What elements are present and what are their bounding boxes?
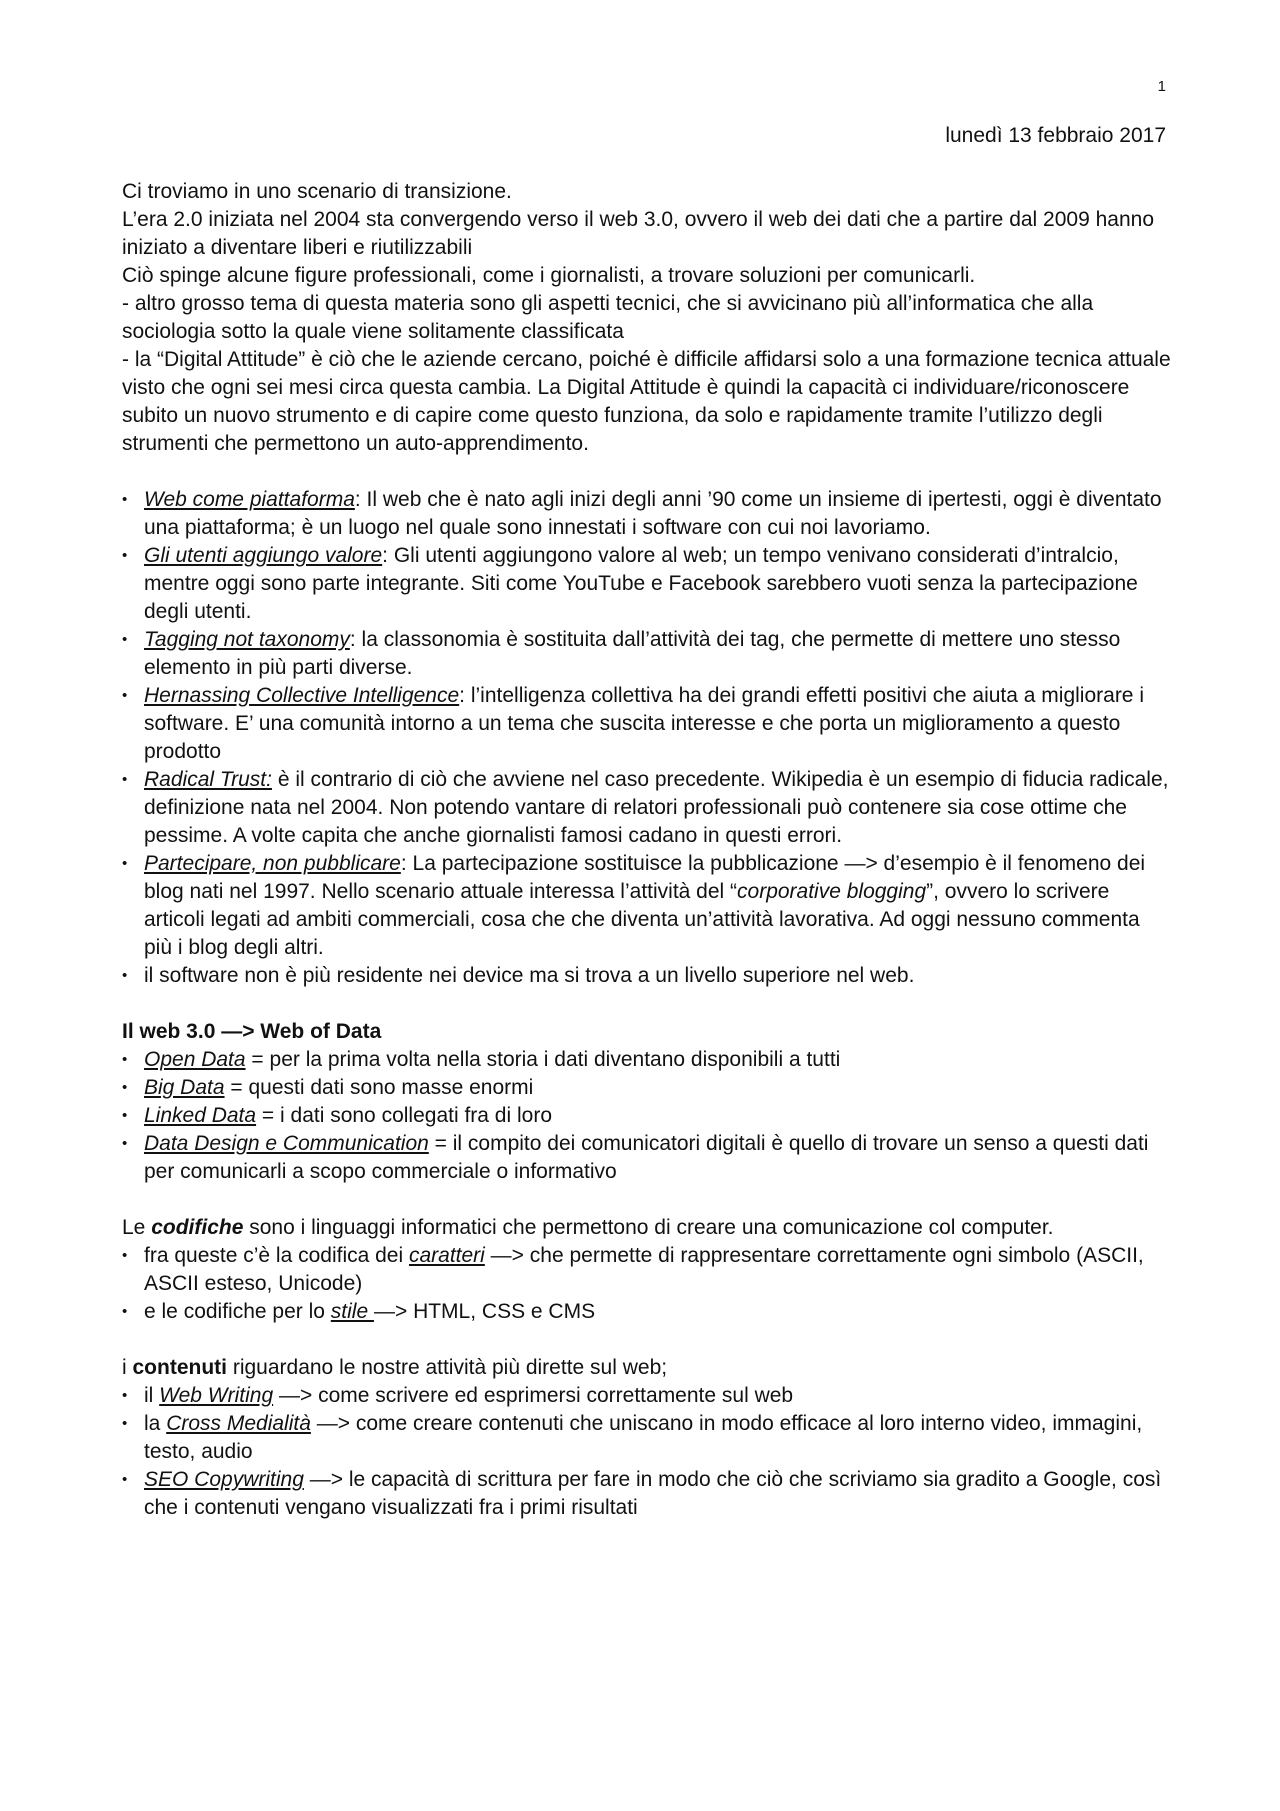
intro-text: i bbox=[122, 1356, 133, 1379]
list-item bbox=[122, 766, 1172, 850]
term-link: Tagging not taxonomy bbox=[144, 628, 350, 651]
intro-section bbox=[122, 178, 1172, 458]
item-text: il software non è più residente nei device ma si trova a un livello superiore nel web. bbox=[144, 964, 915, 987]
item-text: e le codifiche per lo bbox=[144, 1300, 331, 1323]
list-item bbox=[122, 1074, 1172, 1102]
list-item bbox=[122, 486, 1172, 542]
term-link: Gli utenti aggiungo valore bbox=[144, 544, 383, 567]
page-number: 1 bbox=[1157, 78, 1166, 95]
contenuti-section bbox=[122, 1354, 1172, 1522]
web20-list bbox=[122, 486, 1172, 990]
list-item bbox=[122, 626, 1172, 682]
list-item bbox=[122, 1046, 1172, 1074]
term-link: Open Data bbox=[144, 1048, 246, 1071]
item-text: : l’intelligenza collettiva ha dei grandi effetti positivi che aiuta a migliorare i software. E’ una comunità intorno a un tema che suscita interesse e che porta un miglioramento a questo prodotto bbox=[144, 684, 1144, 763]
item-text: : Gli utenti aggiungono valore al web; un tempo venivano considerati d’intralcio, mentre oggi sono parte integrante. Siti come YouTube e Facebook sarebbero vuoti senza la partecipazione degli utenti. bbox=[144, 544, 1138, 623]
term-link: Big Data bbox=[144, 1076, 225, 1099]
term-link: Web come piattaforma bbox=[144, 488, 355, 511]
document-body bbox=[122, 178, 1172, 1522]
term-link: SEO Copywriting bbox=[144, 1468, 304, 1491]
item-text: —> come creare contenuti che uniscano in modo efficace al loro interno video, immagini, testo, audio bbox=[144, 1412, 1143, 1463]
item-text: —> come scrivere ed esprimersi correttamente sul web bbox=[273, 1384, 794, 1407]
intro-text: riguardano le nostre attività più dirette sul web; bbox=[227, 1356, 668, 1379]
item-text: : La partecipazione sostituisce la pubblicazione —> d’esempio è il fenomeno dei blog nati nel 1997. Nello scenario attuale interessa l’attività del “ bbox=[144, 852, 1146, 903]
list-item bbox=[122, 1410, 1172, 1466]
term-link: Partecipare, non pubblicare bbox=[144, 852, 401, 875]
list-item bbox=[122, 1130, 1172, 1186]
list-item bbox=[122, 682, 1172, 766]
list-item bbox=[122, 1298, 1172, 1326]
term-link: Hernassing Collective Intelligence bbox=[144, 684, 460, 707]
term-link: caratteri bbox=[408, 1244, 485, 1267]
term-link: Linked Data bbox=[144, 1104, 257, 1127]
term-link: Web Writing bbox=[159, 1384, 274, 1407]
document-date: lunedì 13 febbraio 2017 bbox=[945, 124, 1166, 147]
web30-list bbox=[122, 1046, 1172, 1186]
web30-section bbox=[122, 1018, 1172, 1186]
intro-paragraph: - altro grosso tema di questa materia sono gli aspetti tecnici, che si avvicinano più all’informatica che alla sociologia sotto la quale viene solitamente classificata bbox=[122, 292, 1094, 343]
term-link: Radical Trust: bbox=[144, 768, 272, 791]
item-text: ”, ovvero lo scrivere articoli legati ad ambiti commerciali, cosa che che diventa un’attività lavorativa. Ad oggi nessuno commenta più i blog degli altri. bbox=[144, 880, 1140, 959]
intro-paragraph: Ci troviamo in uno scenario di transizione. bbox=[122, 180, 512, 203]
contenuti-list bbox=[122, 1382, 1172, 1522]
item-text: : Il web che è nato agli inizi degli anni ’90 come un insieme di ipertesti, oggi è diventato una piattaforma; è un luogo nel quale sono innestati i software con cui noi lavoriamo. bbox=[144, 488, 1162, 539]
list-item bbox=[122, 1466, 1172, 1522]
list-item bbox=[122, 850, 1172, 962]
item-text: = i dati sono collegati fra di loro bbox=[256, 1104, 552, 1127]
item-text: il bbox=[144, 1384, 160, 1407]
list-item bbox=[122, 542, 1172, 626]
section-intro bbox=[122, 1214, 1172, 1242]
item-text: : la classonomia è sostituita dall’attività dei tag, che permette di mettere uno stesso elemento in più parti diverse. bbox=[144, 628, 1121, 679]
intro-paragraph: - la “Digital Attitude” è ciò che le aziende cercano, poiché è difficile affidarsi solo a una formazione tecnica attuale visto che ogni sei mesi circa questa cambia. La Digital Attitude è quindi la capacità ci individuare/riconoscere subito un nuovo strumento e di capire come questo funziona, da solo e rapidamente tramite l’utilizzo degli strumenti che permettono un auto-apprendimento. bbox=[122, 348, 1171, 455]
item-text: —> HTML, CSS e CMS bbox=[373, 1300, 596, 1323]
term-link: Data Design e Communication bbox=[144, 1132, 429, 1155]
item-text: —> che permette di rappresentare correttamente ogni simbolo (ASCII, ASCII esteso, Unicode) bbox=[144, 1244, 1144, 1295]
item-text: = il compito dei comunicatori digitali è quello di trovare un senso a questi dati per comunicarli a scopo commerciale o informativo bbox=[144, 1132, 1149, 1183]
intro-paragraph: L’era 2.0 iniziata nel 2004 sta convergendo verso il web 3.0, ovvero il web dei dati che a partire dal 2009 hanno iniziato a diventare liberi e riutilizzabili bbox=[122, 208, 1155, 259]
term-link: Cross Medialità bbox=[166, 1412, 311, 1435]
item-text: la bbox=[144, 1412, 167, 1435]
keyword: codifiche bbox=[151, 1216, 244, 1239]
item-text: = per la prima volta nella storia i dati diventano disponibili a tutti bbox=[245, 1048, 841, 1071]
item-italic: corporative blogging bbox=[737, 880, 927, 903]
term-link: stile bbox=[330, 1300, 374, 1323]
intro-text: sono i linguaggi informatici che permettono di creare una comunicazione col computer. bbox=[243, 1216, 1054, 1239]
list-item bbox=[122, 1242, 1172, 1298]
list-item bbox=[122, 1382, 1172, 1410]
item-text: = questi dati sono masse enormi bbox=[224, 1076, 534, 1099]
codifiche-section bbox=[122, 1214, 1172, 1326]
item-text: è il contrario di ciò che avviene nel caso precedente. Wikipedia è un esempio di fiducia radicale, definizione nata nel 2004. Non potendo vantare di relatori professionali può contenere sia cose ottime che pessime. A volte capita che anche giornalisti famosi cadano in questi errori. bbox=[144, 768, 1169, 847]
section-intro bbox=[122, 1354, 1172, 1382]
section-heading: Il web 3.0 —> Web of Data bbox=[122, 1020, 382, 1043]
list-item bbox=[122, 1102, 1172, 1130]
intro-paragraph: Ciò spinge alcune figure professionali, come i giornalisti, a trovare soluzioni per comunicarli. bbox=[122, 264, 976, 287]
keyword: contenuti bbox=[132, 1356, 227, 1379]
list-item bbox=[122, 962, 1172, 990]
intro-text: Le bbox=[122, 1216, 152, 1239]
codifiche-list bbox=[122, 1242, 1172, 1326]
item-text: —> le capacità di scrittura per fare in modo che ciò che scriviamo sia gradito a Google, così che i contenuti vengano visualizzati fra i primi risultati bbox=[144, 1468, 1162, 1519]
item-text: fra queste c’è la codifica dei bbox=[144, 1244, 409, 1267]
